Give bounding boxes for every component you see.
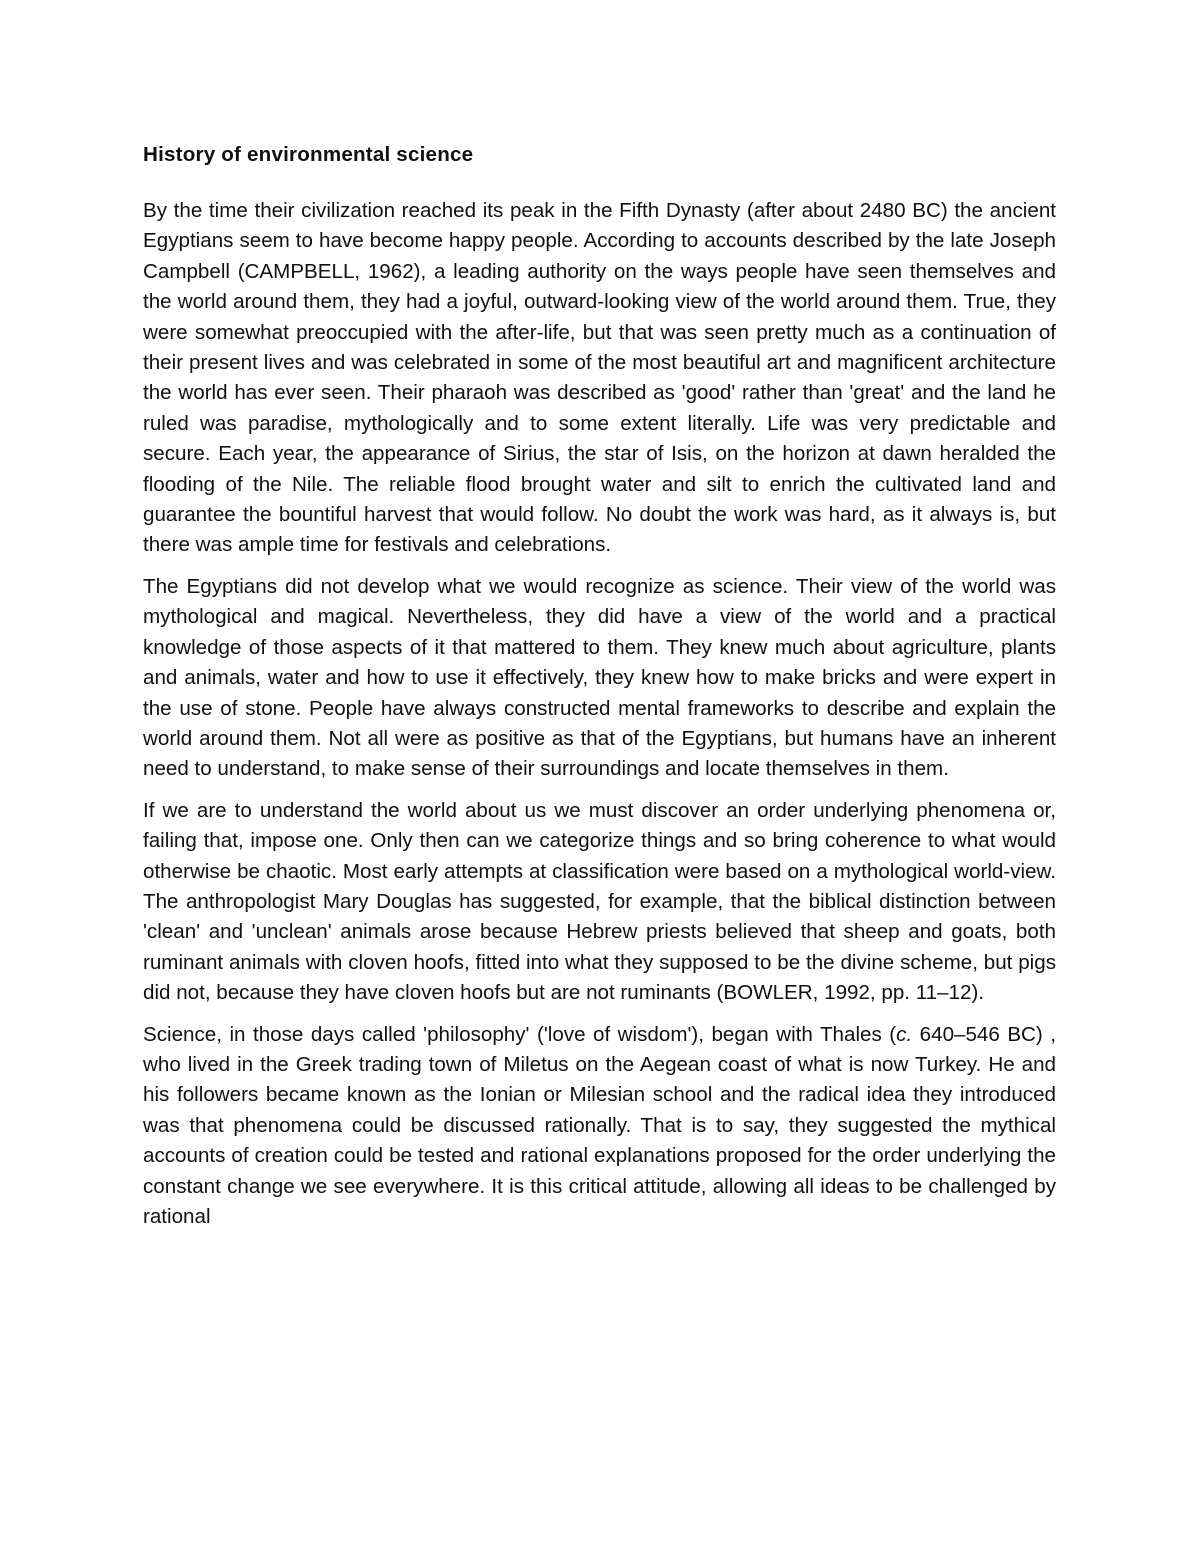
paragraph-egyptian-civilization: By the time their civilization reached its peak in the Fifth Dynasty (after about 2480 BC) the ancient Egyptians seem to have become happy people. According to accounts described by the late Joseph Campbell (CAMPBELL, 1962), a leading authority on the ways people have seen themselves and the world around them, they had a joyful, outward-looking view of the world around them. True, they were somewhat preoccupied with the after-life, but that was seen pretty much as a continuation of their present lives and was celebrated in some of the most beautiful art and magnificent architecture the world has ever seen. Their pharaoh was described as 'good' rather than 'great' and the land he ruled was paradise, mythologically and to some extent literally. Life was very predictable and secure. Each year, the appearance of Sirius, the star of Isis, on the horizon at dawn heralded the flooding of the Nile. The reliable flood brought water and silt to enrich the cultivated land and guarantee the bountiful harvest that would follow. No doubt the work was hard, as it always is, but there was ample time for festivals and celebrations. (143, 199, 1056, 557)
paragraph-thales (143, 1020, 1056, 1233)
circa-abbreviation: c. (896, 1022, 913, 1046)
document-title: History of environmental science (143, 143, 474, 166)
paragraph-classification: If we are to understand the world about us we must discover an order underlying phenomena or, failing that, impose one. Only then can we categorize things and so bring coherence to what would otherwise be chaotic. Most early attempts at classification were based on a mythological world-view. The anthropologist Mary Douglas has suggested, for example, that the biblical distinction between 'clean' and 'unclean' animals arose because Hebrew priests believed that sheep and goats, both ruminant animals with cloven hoofs, fitted into what they supposed to be the divine scheme, but pigs did not, because they have cloven hoofs but are not ruminants (BOWLER, 1992, pp. 11–12). (143, 798, 1056, 1005)
thales-text-end: 640–546 BC) , who lived in the Greek trading town of Miletus on the Aegean coast of what is now Turkey. He and his followers became known as the Ionian or Milesian school and the radical idea they introduced was that phenomena could be discussed rationally. That is to say, they suggested the mythical accounts of creation could be tested and rational explanations proposed for the order underlying the constant change we see everywhere. It is this critical attitude, allowing all ideas to be challenged by rational (143, 1022, 1056, 1228)
paragraph-egyptian-knowledge: The Egyptians did not develop what we would recognize as science. Their view of the world was mythological and magical. Nevertheless, they did have a view of the world and a practical knowledge of those aspects of it that mattered to them. They knew much about agriculture, plants and animals, water and how to use it effectively, they knew how to make bricks and were expert in the use of stone. People have always constructed mental frameworks to describe and explain the world around them. Not all were as positive as that of the Egyptians, but humans have an inherent need to understand, to make sense of their surroundings and locate themselves in them. (143, 574, 1056, 781)
thales-text-start: Science, in those days called 'philosophy' ('love of wisdom'), began with Thales ( (143, 1022, 897, 1046)
document-body (143, 140, 1056, 1243)
